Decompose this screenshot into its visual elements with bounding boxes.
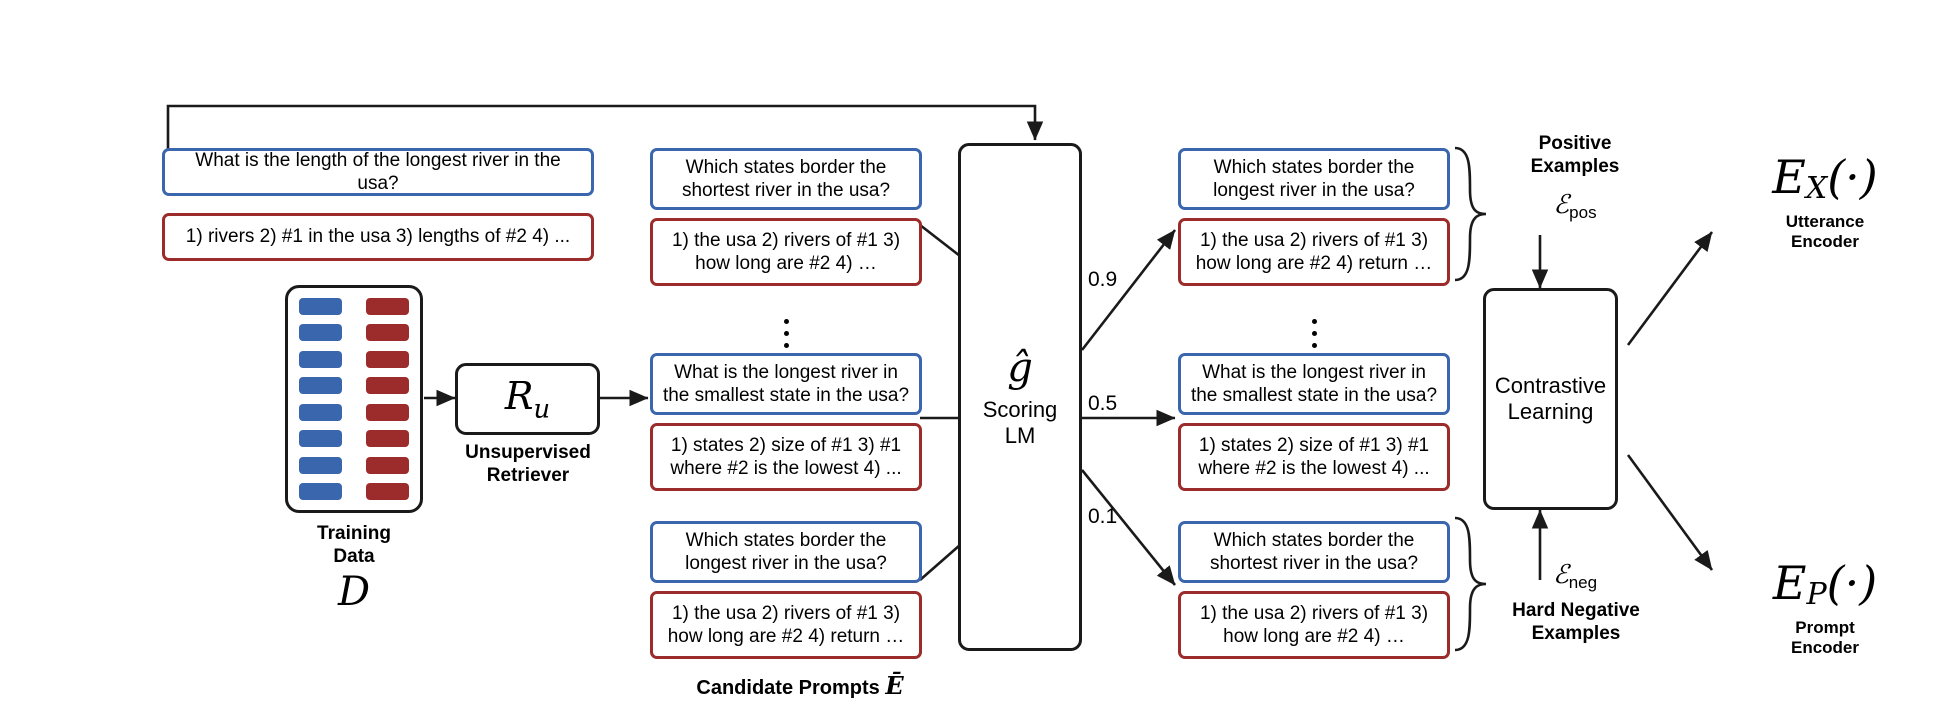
training-data-row — [299, 430, 409, 447]
candidate-prompt-text-2: 1) states 2) size of #1 3) #1 where #2 is the lowest 4) ... — [670, 434, 902, 479]
candidate-utterance-text-2: What is the longest river in the smallest state in the usa? — [662, 361, 910, 406]
scoring-lm-box — [958, 143, 1082, 651]
score-label-1: 0.9 — [1088, 268, 1118, 291]
query-utterance-text: What is the length of the longest river in the usa? — [195, 149, 561, 194]
ranked-prompt-text-1: 1) the usa 2) rivers of #1 3) how long are #2 4) return … — [1195, 229, 1433, 274]
retriever-label-line1: Unsupervised — [465, 442, 591, 463]
prompt-encoder-line1: Prompt — [1795, 618, 1855, 637]
candidate-utterance-box-1 — [650, 148, 922, 210]
positive-examples-label — [1480, 133, 1670, 179]
contrastive-learning-box — [1483, 288, 1618, 510]
prompt-encoder-line2: Encoder — [1790, 637, 1860, 657]
training-data-label — [285, 523, 423, 569]
candidate-utterance-box-2 — [650, 353, 922, 415]
training-data-row — [299, 324, 409, 341]
ranked-prompt-box-1 — [1178, 218, 1450, 286]
utterance-encoder-label — [1700, 212, 1946, 251]
retriever-symbol: $R_u$ — [504, 373, 551, 425]
ranked-prompt-box-3 — [1178, 591, 1450, 659]
candidate-prompt-box-1 — [650, 218, 922, 286]
training-data-row — [299, 298, 409, 315]
query-prompt-text: 1) rivers 2) #1 in the usa 3) lengths of #2 4) ... — [185, 226, 571, 248]
training-data-row — [299, 404, 409, 421]
training-data-row — [299, 351, 409, 368]
score-label-2: 0.5 — [1088, 392, 1118, 415]
training-data-utterance-chip — [299, 377, 342, 394]
candidate-prompts-caption-text: Candidate Prompts — [696, 677, 880, 699]
training-data-row — [299, 377, 409, 394]
candidate-ellipsis — [756, 312, 816, 355]
positive-examples-line2: Examples — [1530, 155, 1620, 177]
training-data-utterance-chip — [299, 324, 342, 341]
candidate-utterance-box-3 — [650, 521, 922, 583]
hard-negative-line1: Hard Negative — [1512, 600, 1640, 621]
training-data-utterance-chip — [299, 351, 342, 368]
scoring-lm-label-line2: LM — [1004, 423, 1036, 448]
training-data-prompt-chip — [366, 430, 409, 447]
training-data-utterance-chip — [299, 430, 342, 447]
query-utterance-box — [162, 148, 594, 196]
candidate-prompt-text-1: 1) the usa 2) rivers of #1 3) how long are #2 4) … — [671, 229, 901, 274]
prompt-encoder-symbol: EP(·) — [1772, 556, 1878, 612]
retriever-label-line2: Retriever — [486, 464, 570, 486]
contrastive-line2: Learning — [1507, 399, 1594, 424]
training-data-utterance-chip — [299, 298, 342, 315]
hard-negative-line2: Examples — [1531, 622, 1621, 644]
ranked-utterance-box-2 — [1178, 353, 1450, 415]
training-data-prompt-chip — [366, 457, 409, 474]
ranked-utterance-text-2: What is the longest river in the smallest state in the usa? — [1190, 361, 1438, 406]
ranked-prompt-text-2: 1) states 2) size of #1 3) #1 where #2 is the lowest 4) ... — [1198, 434, 1430, 479]
scoring-lm-label-line1: Scoring — [982, 397, 1058, 422]
candidate-prompt-box-3 — [650, 591, 922, 659]
ranked-utterance-text-3: Which states border the shortest river in the usa? — [1209, 529, 1419, 574]
training-data-prompt-chip — [366, 298, 409, 315]
candidate-utterance-text-3: Which states border the longest river in the usa? — [685, 529, 887, 574]
hard-negative-examples-label — [1466, 600, 1686, 646]
training-data-box — [285, 285, 423, 513]
ranked-utterance-box-3 — [1178, 521, 1450, 583]
training-data-prompt-chip — [366, 324, 409, 341]
prompt-encoder-label — [1700, 618, 1946, 657]
training-data-row — [299, 483, 409, 500]
training-data-utterance-chip — [299, 483, 342, 500]
ranked-prompt-text-3: 1) the usa 2) rivers of #1 3) how long are #2 4) … — [1199, 602, 1429, 647]
training-data-utterance-chip — [299, 404, 342, 421]
training-data-prompt-chip — [366, 351, 409, 368]
training-data-utterance-chip — [299, 457, 342, 474]
training-data-prompt-chip — [366, 483, 409, 500]
utterance-encoder-line2: Encoder — [1790, 231, 1860, 251]
training-data-label-line1: Training — [317, 523, 391, 544]
candidate-prompts-caption — [650, 672, 950, 701]
candidate-prompt-box-2 — [650, 423, 922, 491]
unsupervised-retriever-box — [455, 363, 600, 435]
positive-examples-symbol: ℰpos — [1553, 190, 1597, 222]
utterance-encoder-symbol: EX(·) — [1772, 150, 1878, 206]
candidate-prompt-text-3: 1) the usa 2) rivers of #1 3) how long are #2 4) return … — [667, 602, 905, 647]
ranked-ellipsis — [1284, 312, 1344, 355]
candidate-prompts-caption-symbol: Ē — [885, 671, 904, 700]
ranked-utterance-box-1 — [1178, 148, 1450, 210]
utterance-encoder-line1: Utterance — [1785, 212, 1865, 231]
unsupervised-retriever-label — [430, 442, 626, 488]
contrastive-line1: Contrastive — [1494, 373, 1607, 398]
query-prompt-box — [162, 213, 594, 261]
training-data-prompt-chip — [366, 404, 409, 421]
negative-examples-symbol: ℰneg — [1552, 560, 1598, 592]
ranked-utterance-text-1: Which states border the longest river in the usa? — [1213, 156, 1415, 201]
score-label-3: 0.1 — [1088, 505, 1118, 528]
scoring-lm-symbol: ĝ — [1007, 345, 1033, 391]
training-data-symbol: D — [337, 569, 371, 615]
training-data-prompt-chip — [366, 377, 409, 394]
training-data-row — [299, 457, 409, 474]
ranked-prompt-box-2 — [1178, 423, 1450, 491]
candidate-utterance-text-1: Which states border the shortest river in the usa? — [681, 156, 891, 201]
positive-examples-line1: Positive — [1538, 133, 1612, 154]
training-data-label-line2: Data — [333, 545, 375, 567]
